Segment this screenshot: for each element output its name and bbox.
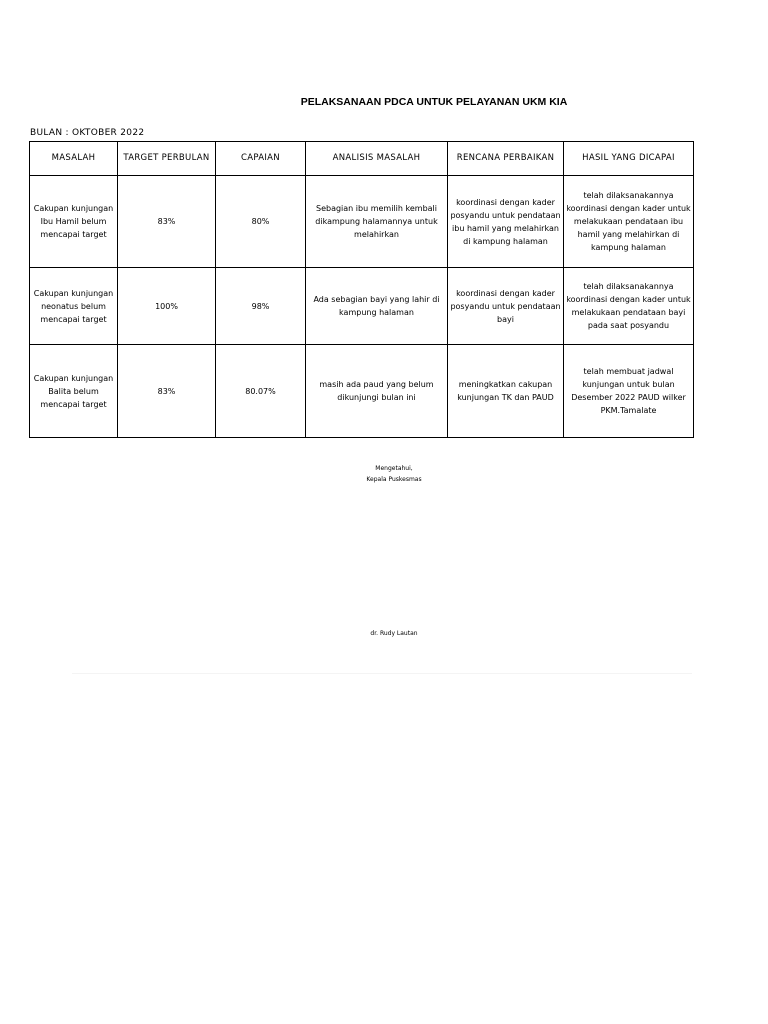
cell-target: 83%: [118, 345, 216, 438]
header-analisis: ANALISIS MASALAH: [306, 142, 448, 176]
document-title: PELAKSANAAN PDCA UNTUK PELAYANAN UKM KIA: [300, 96, 568, 108]
table-header-row: [30, 142, 694, 176]
pdca-table: [29, 141, 694, 438]
signature-name: dr. Rudy Lautan: [370, 630, 418, 637]
cell-target: 100%: [118, 268, 216, 345]
cell-masalah: Cakupan kunjungan neonatus belum mencapai target: [30, 268, 118, 345]
month-label: BULAN : OKTOBER 2022: [30, 128, 145, 138]
cell-rencana: koordinasi dengan kader posyandu untuk pendataan ibu hamil yang melahirkan di kampung halaman: [448, 176, 564, 268]
cell-rencana: meningkatkan cakupan kunjungan TK dan PAUD: [448, 345, 564, 438]
cell-analisis: Sebagian ibu memilih kembali dikampung halamannya untuk melahirkan: [306, 176, 448, 268]
header-target: TARGET PERBULAN: [118, 142, 216, 176]
table-row: [30, 268, 694, 345]
cell-capaian: 80%: [216, 176, 306, 268]
signature-heading: [0, 463, 768, 485]
cell-masalah: Cakupan kunjungan Balita belum mencapai target: [30, 345, 118, 438]
signature-acknowledged: Mengetahui,: [375, 465, 413, 472]
cell-capaian: 80.07%: [216, 345, 306, 438]
signature-position: Kepala Puskesmas: [366, 476, 422, 483]
cell-masalah: Cakupan kunjungan Ibu Hamil belum mencapai target: [30, 176, 118, 268]
page-divider: [72, 673, 692, 674]
header-rencana: RENCANA PERBAIKAN: [448, 142, 564, 176]
header-hasil: HASIL YANG DICAPAI: [564, 142, 694, 176]
header-masalah: MASALAH: [30, 142, 118, 176]
cell-analisis: masih ada paud yang belum dikunjungi bulan ini: [306, 345, 448, 438]
cell-rencana: koordinasi dengan kader posyandu untuk pendataan bayi: [448, 268, 564, 345]
cell-hasil: telah dilaksanakannya koordinasi dengan kader untuk melakukaan pendataan ibu hamil yang melahirkan di kampung halaman: [564, 176, 694, 268]
table-row: [30, 176, 694, 268]
cell-capaian: 98%: [216, 268, 306, 345]
cell-hasil: telah membuat jadwal kunjungan untuk bulan Desember 2022 PAUD wilker PKM.Tamalate: [564, 345, 694, 438]
table-row: [30, 345, 694, 438]
cell-target: 83%: [118, 176, 216, 268]
cell-hasil: telah dilaksanakannya koordinasi dengan kader untuk melakukaan pendataan bayi pada saat posyandu: [564, 268, 694, 345]
cell-analisis: Ada sebagian bayi yang lahir di kampung halaman: [306, 268, 448, 345]
header-capaian: CAPAIAN: [216, 142, 306, 176]
